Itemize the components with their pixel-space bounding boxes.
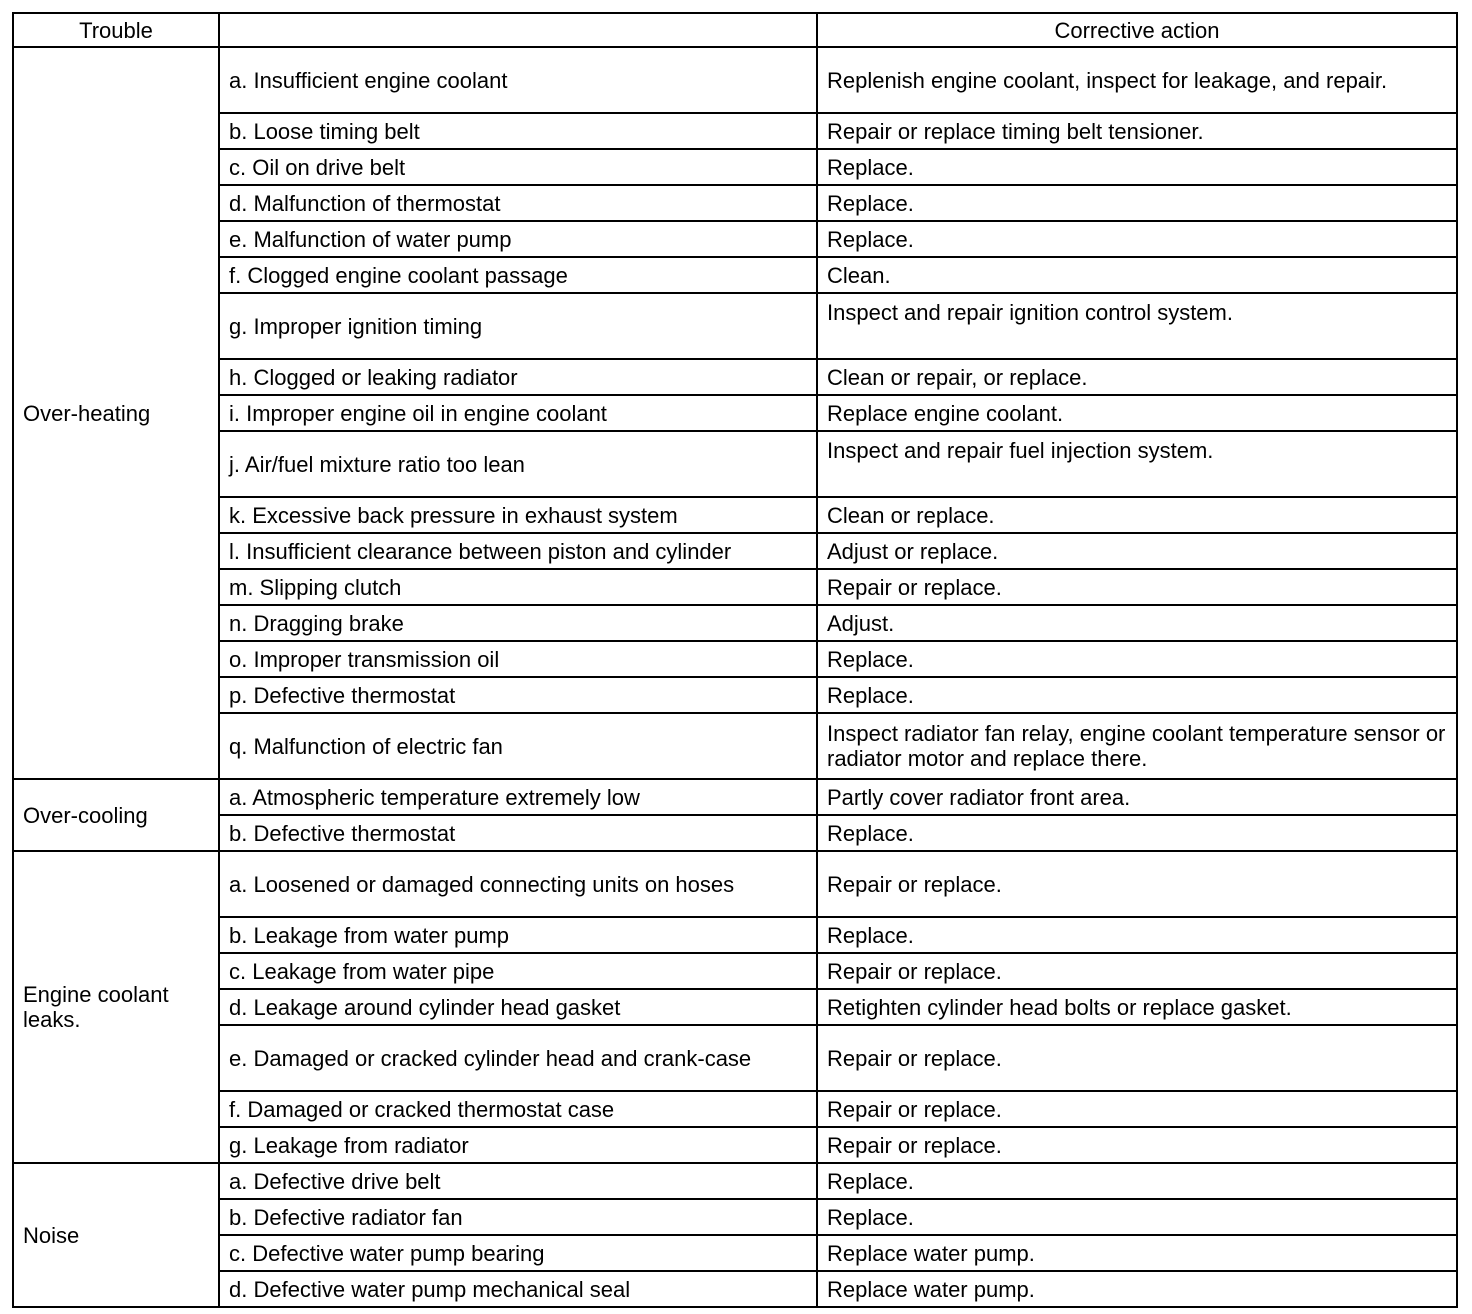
table-body (13, 47, 1457, 1307)
table-row (13, 431, 1457, 497)
action-cell: Repair or replace. (817, 851, 1457, 917)
action-cell: Adjust. (817, 605, 1457, 641)
table-row (13, 1163, 1457, 1199)
cause-cell: b. Defective radiator fan (219, 1199, 817, 1235)
cause-cell: n. Dragging brake (219, 605, 817, 641)
action-cell: Repair or replace. (817, 569, 1457, 605)
table-row (13, 605, 1457, 641)
action-cell: Adjust or replace. (817, 533, 1457, 569)
action-cell: Replace engine coolant. (817, 395, 1457, 431)
table-row (13, 359, 1457, 395)
cause-cell: b. Defective thermostat (219, 815, 817, 851)
cause-cell: a. Insufficient engine coolant (219, 47, 817, 113)
cause-cell: g. Leakage from radiator (219, 1127, 817, 1163)
action-cell: Replace water pump. (817, 1271, 1457, 1307)
table-row (13, 1199, 1457, 1235)
action-cell: Replace. (817, 185, 1457, 221)
table-row (13, 989, 1457, 1025)
action-cell: Clean. (817, 257, 1457, 293)
troubleshooting-table (12, 12, 1458, 1308)
header-trouble: Trouble (13, 13, 219, 47)
cause-cell: e. Malfunction of water pump (219, 221, 817, 257)
cause-cell: c. Oil on drive belt (219, 149, 817, 185)
action-cell: Inspect radiator fan relay, engine coolant temperature sensor or radiator motor and replace there. (817, 713, 1457, 779)
action-cell: Clean or replace. (817, 497, 1457, 533)
header-row (13, 13, 1457, 47)
table-row (13, 1235, 1457, 1271)
cause-cell: g. Improper ignition timing (219, 293, 817, 359)
table-row (13, 1091, 1457, 1127)
table-row (13, 953, 1457, 989)
trouble-cell: Noise (13, 1163, 219, 1307)
action-cell: Partly cover radiator front area. (817, 779, 1457, 815)
trouble-cell: Engine coolant leaks. (13, 851, 219, 1163)
cause-cell: a. Defective drive belt (219, 1163, 817, 1199)
cause-cell: k. Excessive back pressure in exhaust system (219, 497, 817, 533)
action-cell: Replace. (817, 1199, 1457, 1235)
action-cell: Repair or replace. (817, 1091, 1457, 1127)
cause-cell: b. Leakage from water pump (219, 917, 817, 953)
cause-cell: j. Air/fuel mixture ratio too lean (219, 431, 817, 497)
cause-cell: f. Damaged or cracked thermostat case (219, 1091, 817, 1127)
cause-cell: a. Atmospheric temperature extremely low (219, 779, 817, 815)
action-cell: Clean or repair, or replace. (817, 359, 1457, 395)
cause-cell: f. Clogged engine coolant passage (219, 257, 817, 293)
action-cell: Retighten cylinder head bolts or replace gasket. (817, 989, 1457, 1025)
action-cell: Repair or replace. (817, 1025, 1457, 1091)
action-cell: Replace. (817, 1163, 1457, 1199)
table-row (13, 713, 1457, 779)
action-cell: Inspect and repair fuel injection system. (817, 431, 1457, 497)
cause-cell: c. Leakage from water pipe (219, 953, 817, 989)
cause-cell: d. Leakage around cylinder head gasket (219, 989, 817, 1025)
action-cell: Replenish engine coolant, inspect for leakage, and repair. (817, 47, 1457, 113)
action-cell: Replace. (817, 677, 1457, 713)
cause-cell: i. Improper engine oil in engine coolant (219, 395, 817, 431)
action-cell: Repair or replace. (817, 1127, 1457, 1163)
header-corrective-action: Corrective action (817, 13, 1457, 47)
cause-cell: h. Clogged or leaking radiator (219, 359, 817, 395)
action-cell: Inspect and repair ignition control system. (817, 293, 1457, 359)
cause-cell: o. Improper transmission oil (219, 641, 817, 677)
table-row (13, 917, 1457, 953)
cause-cell: d. Malfunction of thermostat (219, 185, 817, 221)
header-cause (219, 13, 817, 47)
table-row (13, 641, 1457, 677)
cause-cell: p. Defective thermostat (219, 677, 817, 713)
cause-cell: m. Slipping clutch (219, 569, 817, 605)
table-row (13, 113, 1457, 149)
table-row (13, 47, 1457, 113)
table-row (13, 185, 1457, 221)
action-cell: Replace. (817, 641, 1457, 677)
action-cell: Replace water pump. (817, 1235, 1457, 1271)
table-row (13, 257, 1457, 293)
action-cell: Repair or replace. (817, 953, 1457, 989)
table-row (13, 1127, 1457, 1163)
table-row (13, 1271, 1457, 1307)
table-row (13, 149, 1457, 185)
cause-cell: q. Malfunction of electric fan (219, 713, 817, 779)
cause-cell: c. Defective water pump bearing (219, 1235, 817, 1271)
table-row (13, 395, 1457, 431)
table-row (13, 497, 1457, 533)
table-row (13, 293, 1457, 359)
table-row (13, 569, 1457, 605)
table-row (13, 533, 1457, 569)
table-row (13, 779, 1457, 815)
table-row (13, 851, 1457, 917)
table-row (13, 815, 1457, 851)
action-cell: Repair or replace timing belt tensioner. (817, 113, 1457, 149)
table-row (13, 221, 1457, 257)
table-row (13, 677, 1457, 713)
action-cell: Replace. (817, 149, 1457, 185)
action-cell: Replace. (817, 815, 1457, 851)
trouble-cell: Over-cooling (13, 779, 219, 851)
cause-cell: b. Loose timing belt (219, 113, 817, 149)
action-cell: Replace. (817, 917, 1457, 953)
cause-cell: l. Insufficient clearance between piston and cylinder (219, 533, 817, 569)
cause-cell: e. Damaged or cracked cylinder head and crank-case (219, 1025, 817, 1091)
cause-cell: a. Loosened or damaged connecting units on hoses (219, 851, 817, 917)
cause-cell: d. Defective water pump mechanical seal (219, 1271, 817, 1307)
trouble-cell: Over-heating (13, 47, 219, 779)
action-cell: Replace. (817, 221, 1457, 257)
table-row (13, 1025, 1457, 1091)
